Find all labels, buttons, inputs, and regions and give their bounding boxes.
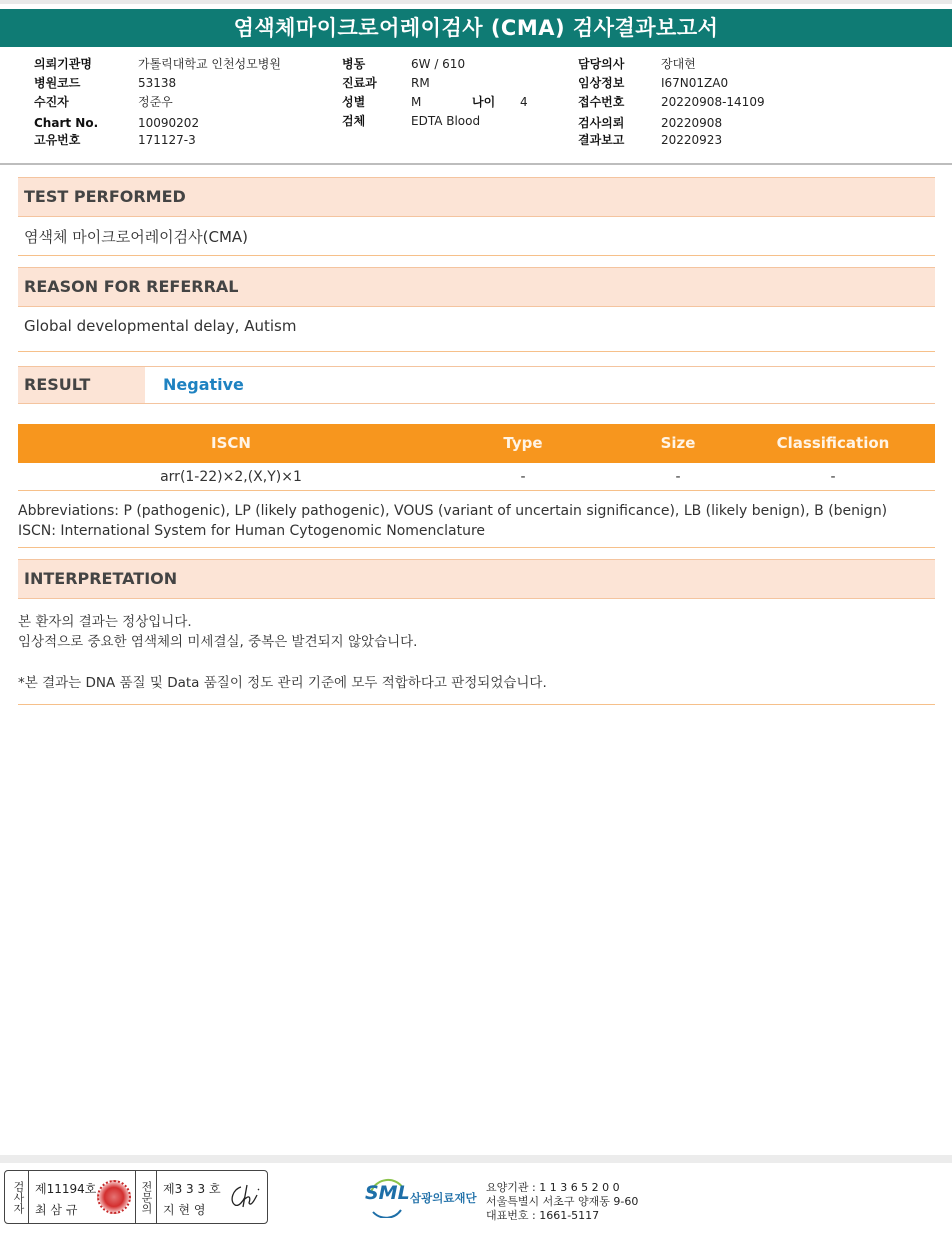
interpretation-note: *본 결과는 DNA 품질 및 Data 품질이 정도 관리 기준에 모두 적합하다고 판정되었습니다. [18,675,547,691]
info-value: 171127-3 [138,133,196,147]
info-value: RM [411,76,430,90]
test-performed-body: 염색체 마이크로어레이검사(CMA) [24,228,249,246]
examiner-license: 제11194호 [35,1182,97,1196]
specialist-name: 지 현 영 [163,1203,206,1217]
info-label: 임상정보 [578,76,625,90]
sml-logo [365,1178,485,1218]
results-table-header [18,424,935,463]
col-header-type: Type [503,434,543,452]
signature-icon [227,1181,267,1213]
info-label: 병원코드 [34,76,81,90]
result-label: RESULT [18,367,145,403]
examiner-label: 검사자 [5,1171,29,1223]
info-label: 담당의사 [578,57,625,71]
info-label: 성별 [342,95,366,109]
divider [18,255,935,256]
info-value: 장대현 [661,57,696,71]
info-label: 고유번호 [34,133,81,147]
info-value: EDTA Blood [411,114,481,128]
specialist-license: 제3 3 3 호 [163,1182,221,1196]
iscn-definition-line: ISCN: International System for Human Cytogenomic Nomenclature [18,523,486,539]
info-value: 6W / 610 [411,57,466,71]
info-value: 53138 [138,76,177,90]
signature-box [4,1170,268,1224]
test-performed-heading: TEST PERFORMED [18,177,935,217]
cell-classification: - [830,469,836,485]
reason-heading: REASON FOR REFERRAL [18,267,935,307]
patient-info [0,55,952,163]
info-value: 20220908 [661,116,723,130]
info-value: 20220923 [661,133,723,147]
top-border [0,0,952,4]
abbreviations-line: Abbreviations: P (pathogenic), LP (likely pathogenic), VOUS (variant of uncertain significance), LB (likely benign), B (benign) [18,503,888,519]
examiner-name: 최 삼 규 [35,1203,78,1217]
info-label: Chart No. [34,116,99,130]
info-label: 검체 [342,114,366,128]
divider [18,351,935,352]
seal-stamp-icon [97,1180,131,1214]
info-value: M [411,95,422,109]
result-row [18,366,935,404]
age-label: 나이 [472,95,496,109]
address-line: 서울특별시 서초구 양재동 9-60 [486,1195,639,1208]
info-value: 정준우 [138,95,173,109]
interpretation-line: 본 환자의 결과는 정상입니다. [18,614,192,630]
report-title: 염색체마이크로어레이검사 (CMA) 검사결과보고서 [0,9,952,47]
col-header-classification: Classification [776,434,890,452]
interpretation-heading: INTERPRETATION [18,559,935,599]
reason-body: Global developmental delay, Autism [24,317,297,335]
specialist-label: 전문의 [135,1171,157,1223]
address-line: 요양기관 : 1 1 3 6 5 2 0 0 [486,1181,620,1194]
logo-text: SML [365,1182,410,1204]
address-line: 대표번호 : 1661-5117 [486,1209,600,1222]
info-value: 10090202 [138,116,200,130]
info-label: 진료과 [342,76,377,90]
cell-type: - [520,469,526,485]
interpretation-line: 임상적으로 중요한 염색체의 미세결실, 중복은 발견되지 않았습니다. [18,634,418,650]
info-label: 병동 [342,57,366,71]
info-value: 가톨릭대학교 인천성모병원 [138,57,281,71]
divider [18,704,935,705]
info-label: 접수번호 [578,95,625,109]
info-value: 20220908-14109 [661,95,765,109]
info-label: 검사의뢰 [578,116,625,130]
age-value: 4 [520,95,528,109]
divider [18,547,935,548]
logo-name: 삼광의료재단 [410,1191,477,1205]
info-label: 의뢰기관명 [34,57,92,71]
cell-size: - [675,469,681,485]
col-header-size: Size [660,434,696,452]
table-row [18,463,935,491]
cell-iscn: arr(1-22)×2,(X,Y)×1 [160,469,302,485]
info-label: 결과보고 [578,133,625,147]
info-label: 수진자 [34,95,69,109]
result-value: Negative [163,375,244,394]
col-header-iscn: ISCN [211,434,251,452]
info-value: I67N01ZA0 [661,76,729,90]
header-divider [0,163,952,165]
